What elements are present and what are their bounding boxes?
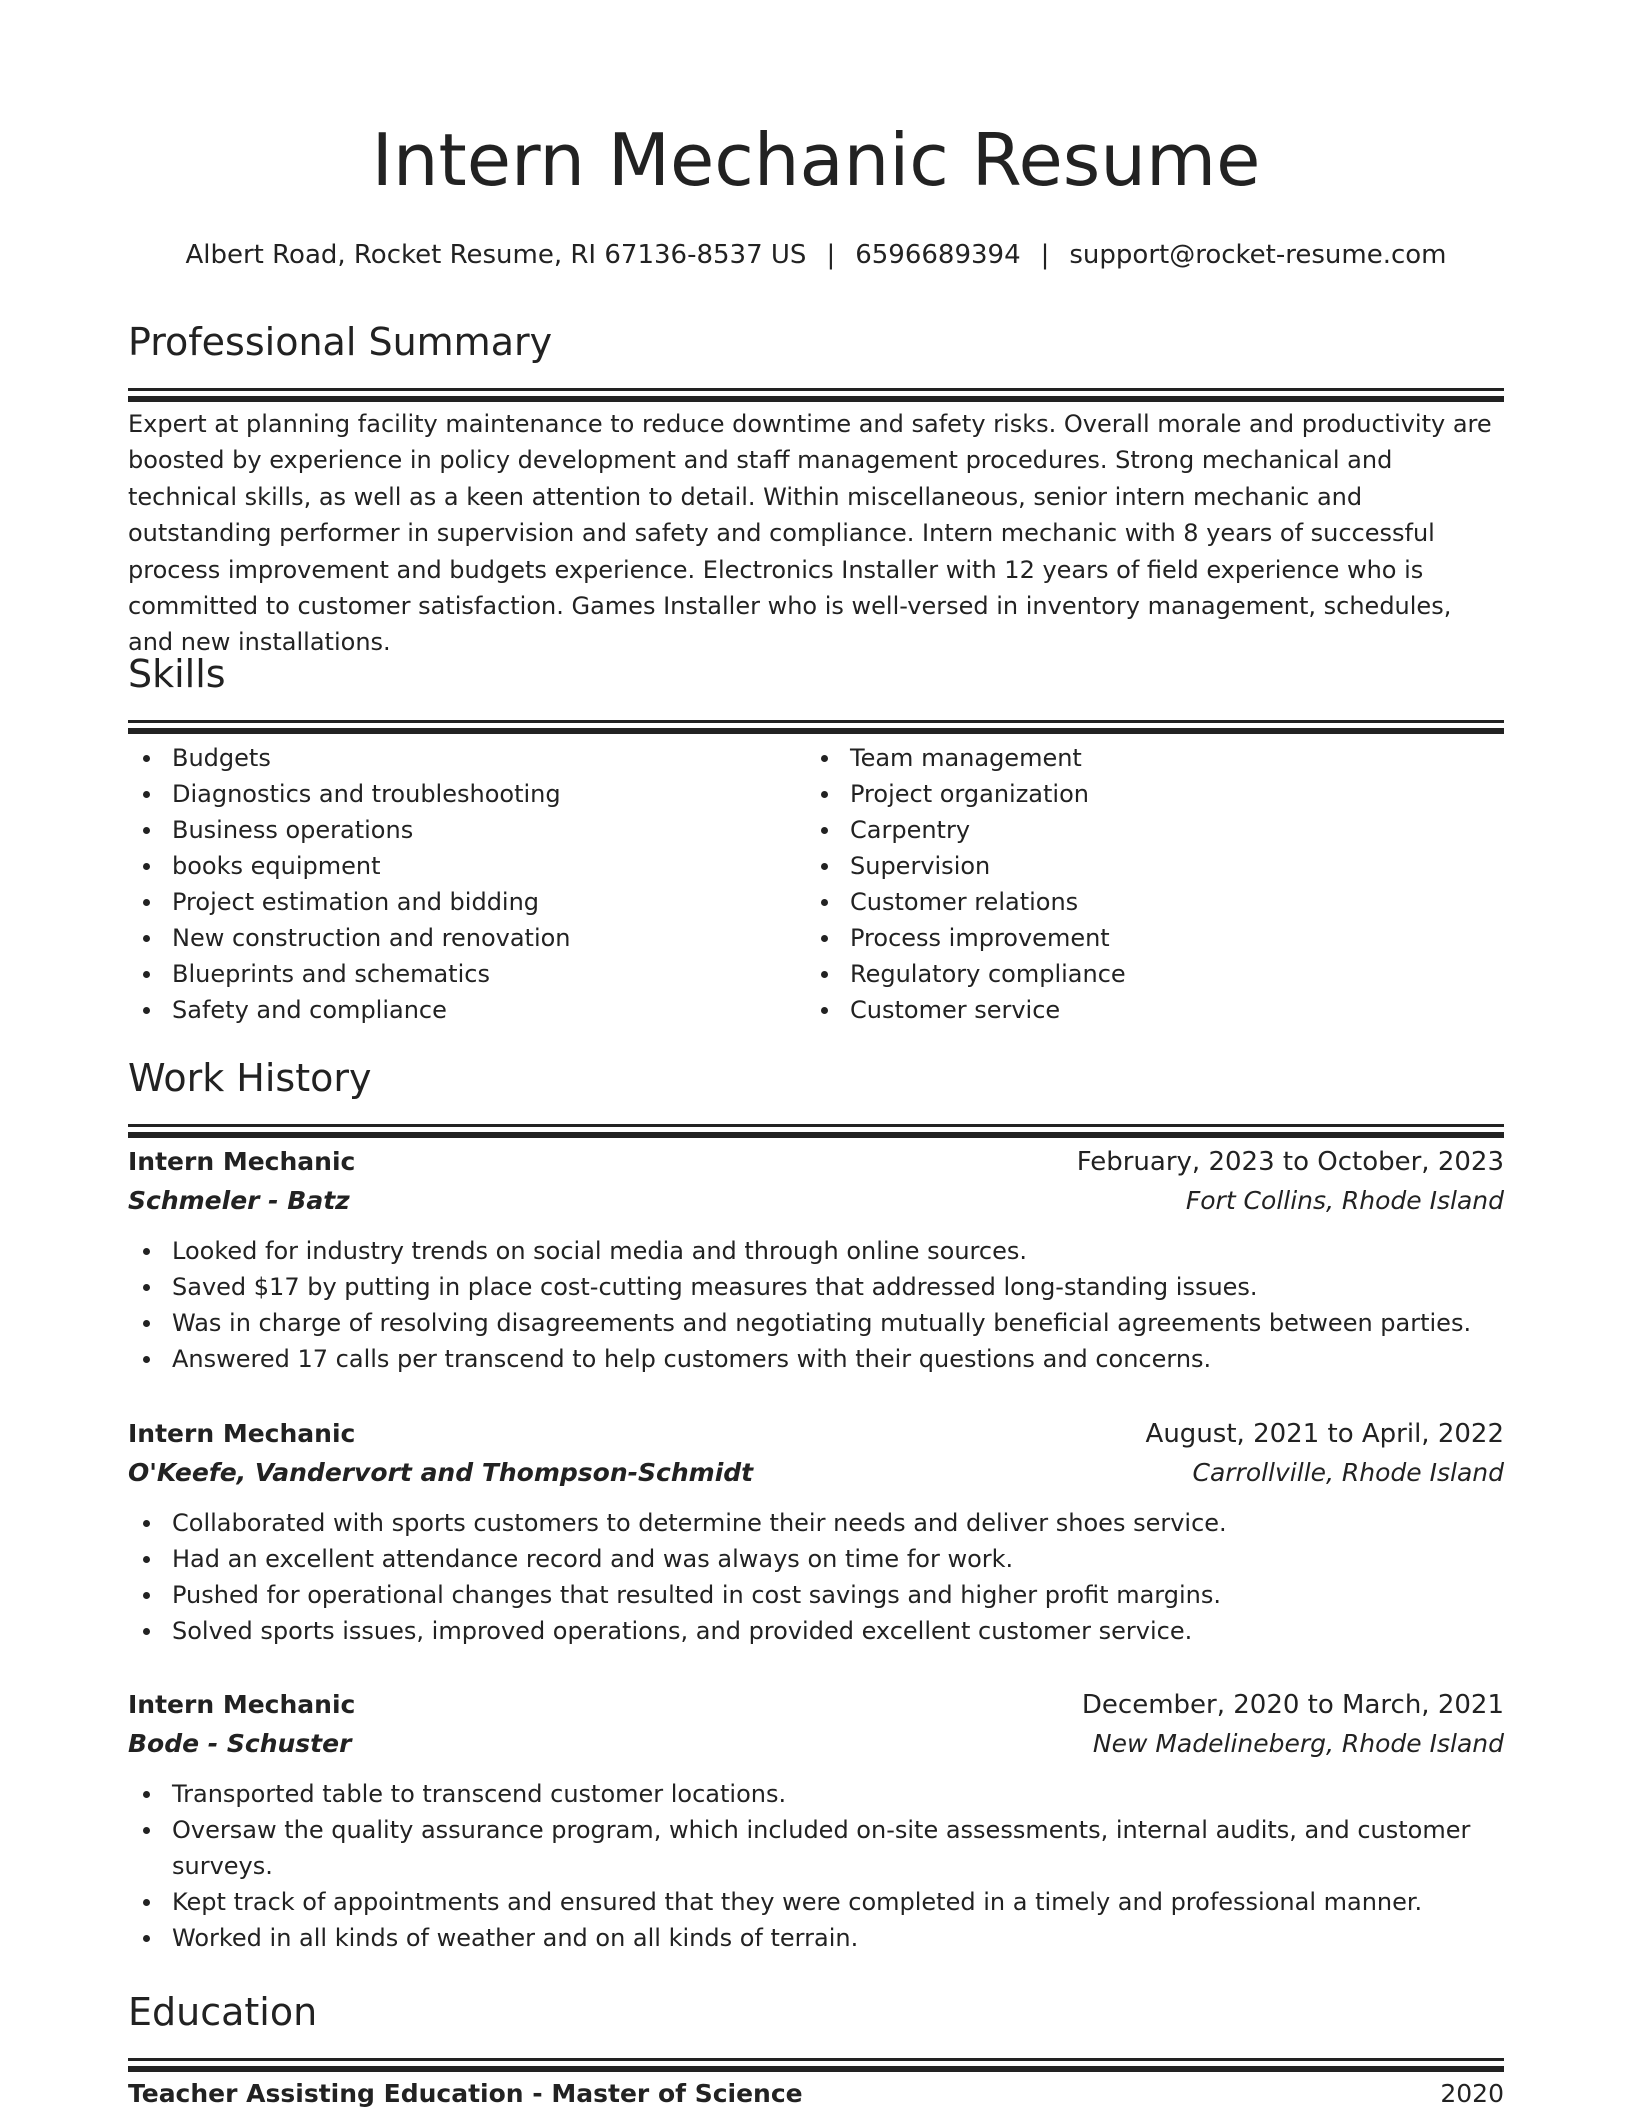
job-title: Intern Mechanic	[128, 1419, 356, 1448]
work-section-header	[128, 1054, 1504, 1138]
job-entry	[128, 1686, 1504, 1956]
contact-line	[0, 240, 1632, 270]
section-rule	[128, 2066, 1504, 2072]
skill-item: Safety and compliance	[128, 992, 806, 1028]
job-dates: December, 2020 to March, 2021	[1081, 1690, 1504, 1720]
job-company: Schmeler - Batz	[128, 1186, 350, 1215]
duty-item: Looked for industry trends on social media and through online sources.	[128, 1233, 1504, 1269]
summary-heading: Professional Summary	[128, 320, 553, 364]
skills-section-header	[128, 650, 1504, 734]
job-entry	[128, 1415, 1504, 1649]
section-rule	[128, 2058, 1504, 2061]
skill-item: Project organization	[806, 776, 1484, 812]
contact-address: Albert Road, Rocket Resume, RI 67136-8537 US	[185, 240, 807, 270]
skill-item: books equipment	[128, 848, 806, 884]
summary-text: Expert at planning facility maintenance to reduce downtime and safety risks. Overall morale and productivity are boosted by experience in policy development and staff management procedures. Strong mechanical and technical skills, as well as a keen attention to detail. Within miscellaneous, senior intern mechanic and outstanding performer in supervision and safety and compliance. Intern mechanic with 8 years of successful process improvement and budgets experience. Electronics Installer with 12 years of field experience who is committed to customer satisfaction. Games Installer who is well-versed in inventory management, schedules, and new installations.	[128, 410, 1492, 657]
section-rule	[128, 728, 1504, 734]
section-rule	[128, 720, 1504, 723]
section-rule	[128, 1132, 1504, 1138]
job-duties	[128, 1233, 1504, 1377]
duty-item: Collaborated with sports customers to determine their needs and deliver shoes service.	[128, 1505, 1504, 1541]
contact-email[interactable]: support@rocket-resume.com	[1069, 240, 1447, 270]
skill-item: Supervision	[806, 848, 1484, 884]
duty-item: Solved sports issues, improved operations, and provided excellent customer service.	[128, 1613, 1504, 1649]
duty-item: Worked in all kinds of weather and on all kinds of terrain.	[128, 1920, 1504, 1956]
job-company: O'Keefe, Vandervort and Thompson-Schmidt	[128, 1458, 754, 1487]
education-heading: Education	[128, 1990, 318, 2034]
duty-item: Kept track of appointments and ensured that they were completed in a timely and professional manner.	[128, 1884, 1504, 1920]
duty-item: Oversaw the quality assurance program, which included on-site assessments, internal audits, and customer surveys.	[128, 1812, 1504, 1884]
duty-item: Saved $17 by putting in place cost-cutting measures that addressed long-standing issues.	[128, 1269, 1504, 1305]
job-entry	[128, 1143, 1504, 1377]
job-title: Intern Mechanic	[128, 1690, 356, 1719]
section-rule	[128, 1124, 1504, 1127]
skill-item: New construction and renovation	[128, 920, 806, 956]
job-duties	[128, 1776, 1504, 1956]
job-duties	[128, 1505, 1504, 1649]
skill-item: Regulatory compliance	[806, 956, 1484, 992]
education-entry	[128, 2076, 1504, 2112]
skill-item: Budgets	[128, 740, 806, 776]
duty-item: Answered 17 calls per transcend to help customers with their questions and concerns.	[128, 1341, 1504, 1377]
skills-column-right	[806, 740, 1484, 1028]
job-company: Bode - Schuster	[128, 1729, 352, 1758]
skills-heading: Skills	[128, 652, 226, 696]
skills-list	[128, 740, 1504, 1028]
job-dates: February, 2023 to October, 2023	[1076, 1147, 1504, 1177]
skills-column-left	[128, 740, 806, 1028]
skill-item: Blueprints and schematics	[128, 956, 806, 992]
job-location: Carrollville, Rhode Island	[1192, 1458, 1504, 1487]
education-degree: Teacher Assisting Education - Master of Science	[128, 2079, 803, 2108]
job-title: Intern Mechanic	[128, 1147, 356, 1176]
job-location: New Madelineberg, Rhode Island	[1092, 1729, 1504, 1758]
education-year: 2020	[1440, 2079, 1504, 2108]
skill-item: Team management	[806, 740, 1484, 776]
contact-separator: |	[826, 240, 836, 270]
skill-item: Carpentry	[806, 812, 1484, 848]
skill-item: Process improvement	[806, 920, 1484, 956]
skill-item: Diagnostics and troubleshooting	[128, 776, 806, 812]
skill-item: Project estimation and bidding	[128, 884, 806, 920]
skill-item: Customer service	[806, 992, 1484, 1028]
skill-item: Business operations	[128, 812, 806, 848]
duty-item: Was in charge of resolving disagreements and negotiating mutually beneficial agreements between parties.	[128, 1305, 1504, 1341]
summary-section-header	[128, 318, 1504, 402]
skill-item: Customer relations	[806, 884, 1484, 920]
work-heading: Work History	[128, 1056, 372, 1100]
duty-item: Had an excellent attendance record and was always on time for work.	[128, 1541, 1504, 1577]
contact-separator: |	[1040, 240, 1050, 270]
education-section-header	[128, 1988, 1504, 2072]
duty-item: Transported table to transcend customer locations.	[128, 1776, 1504, 1812]
section-rule	[128, 388, 1504, 391]
resume-title: Intern Mechanic Resume	[371, 118, 1261, 202]
section-rule	[128, 396, 1504, 402]
job-location: Fort Collins, Rhode Island	[1185, 1186, 1504, 1215]
job-dates: August, 2021 to April, 2022	[1145, 1419, 1504, 1449]
contact-phone: 6596689394	[855, 240, 1021, 270]
duty-item: Pushed for operational changes that resulted in cost savings and higher profit margins.	[128, 1577, 1504, 1613]
